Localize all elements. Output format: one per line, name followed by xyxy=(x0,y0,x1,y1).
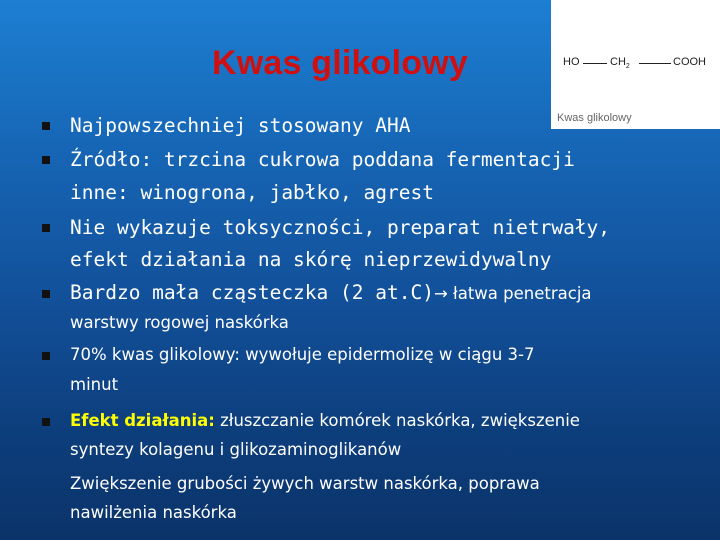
bullet-3-line-2: efekt działania na skórę nieprzewidywalny xyxy=(70,248,552,271)
bullet-4-tail: → łatwa penetracja xyxy=(433,284,592,303)
bullet-1-text: Najpowszechniej stosowany AHA xyxy=(70,114,411,137)
bullet-6-line-1 xyxy=(70,411,580,430)
bullet-5-line-1: 70% kwas glikolowy: wywołuje epidermolizę w ciągu 3-7 xyxy=(70,345,535,364)
effect-text: złuszczanie komórek naskórka, zwiększenie xyxy=(214,411,580,430)
bullet-4-line-1 xyxy=(70,281,592,304)
bullet-marker xyxy=(42,156,50,164)
bullet-4-main: Bardzo mała cząsteczka (2 at.C) xyxy=(70,281,434,304)
bullet-2-line-2: inne: winogrona, jabłko, agrest xyxy=(70,181,434,204)
formula-cooh: COOH xyxy=(673,56,706,68)
structure-image xyxy=(551,0,720,129)
bullet-3-line-1: Nie wykazuje toksyczności, preparat nietrwały, xyxy=(70,216,611,239)
bullet-marker xyxy=(42,224,50,232)
effect-label: Efekt działania: xyxy=(70,411,215,430)
formula-ch: CH xyxy=(610,56,626,68)
extra-paragraph-line-1: Zwiększenie grubości żywych warstw naskórka, poprawa xyxy=(70,474,540,493)
formula-ho: HO xyxy=(563,56,580,68)
structural-formula xyxy=(563,52,713,76)
bullet-6-line-2: syntezy kolagenu i glikozaminoglikanów xyxy=(70,440,402,459)
structure-caption: Kwas glikolowy xyxy=(557,112,632,124)
bullet-marker xyxy=(42,418,50,426)
bond-line xyxy=(583,63,607,64)
extra-paragraph-line-2: nawilżenia naskórka xyxy=(70,503,237,522)
bullet-marker xyxy=(42,290,50,298)
bullet-2-line-1: Źródło: trzcina cukrowa poddana fermentacji xyxy=(70,148,575,171)
bullet-5-line-2: minut xyxy=(70,375,119,394)
bullet-marker xyxy=(42,122,50,130)
bullet-4-line-2: warstwy rogowej naskórka xyxy=(70,313,289,332)
slide-title: Kwas glikolowy xyxy=(212,44,468,82)
formula-ch2 xyxy=(610,56,630,70)
formula-ch2-sub: 2 xyxy=(625,63,630,71)
bullet-marker xyxy=(42,352,50,360)
bond-line xyxy=(639,63,671,64)
